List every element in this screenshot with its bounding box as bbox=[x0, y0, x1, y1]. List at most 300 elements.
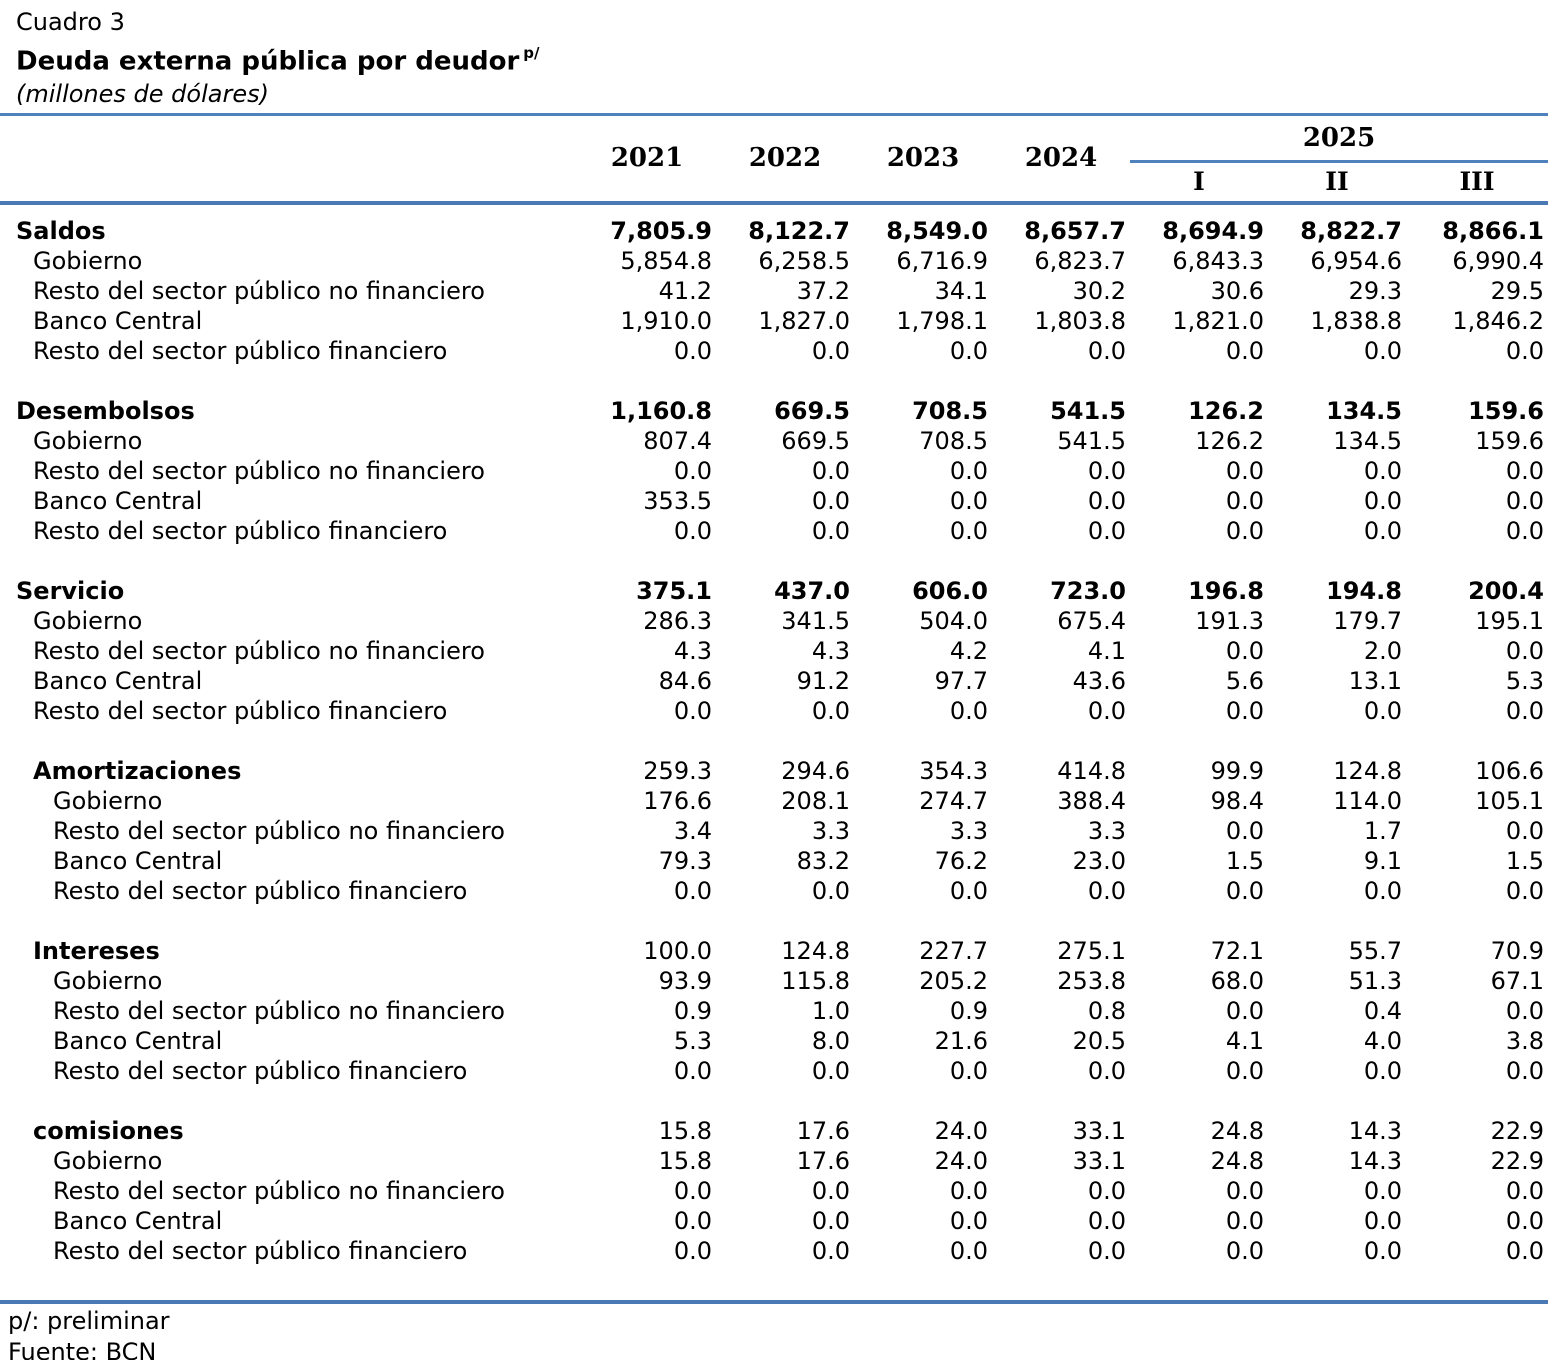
cell-value: 414.8 bbox=[1057, 756, 1126, 785]
table-row bbox=[0, 756, 1548, 786]
table-body bbox=[0, 203, 1548, 1266]
cell-value: 708.5 bbox=[912, 396, 988, 425]
row-label: Resto del sector público no financiero bbox=[33, 276, 485, 305]
cell-value: 51.3 bbox=[1348, 966, 1402, 995]
cell-value: 6,843.3 bbox=[1172, 246, 1264, 275]
table-footer bbox=[0, 1300, 1548, 1360]
cell-value: 0.0 bbox=[1505, 486, 1544, 515]
row-label: Banco Central bbox=[33, 486, 203, 515]
column-header-q2: II bbox=[1268, 161, 1406, 203]
cell-value: 99.9 bbox=[1210, 756, 1264, 785]
cell-value: 124.8 bbox=[1333, 756, 1402, 785]
table-row bbox=[0, 936, 1548, 966]
cell-value: 0.0 bbox=[1363, 486, 1402, 515]
cell-value: 93.9 bbox=[658, 966, 712, 995]
table-number: Cuadro 3 bbox=[16, 8, 125, 36]
label-column-header bbox=[0, 116, 578, 203]
table-row bbox=[0, 636, 1548, 666]
cell-value: 0.0 bbox=[1225, 456, 1264, 485]
cell-value: 4.1 bbox=[1225, 1026, 1264, 1055]
cell-value: 708.5 bbox=[919, 426, 988, 455]
cell-value: 6,258.5 bbox=[758, 246, 850, 275]
cell-value: 97.7 bbox=[934, 666, 988, 695]
cell-value: 2.0 bbox=[1363, 636, 1402, 665]
cell-value: 0.0 bbox=[1505, 1206, 1544, 1235]
cell-value: 0.0 bbox=[1505, 996, 1544, 1025]
row-label: Desembolsos bbox=[16, 396, 195, 425]
cell-value: 159.6 bbox=[1475, 426, 1544, 455]
cell-value: 0.0 bbox=[1087, 1206, 1126, 1235]
cell-value: 3.4 bbox=[673, 816, 712, 845]
row-label: Resto del sector público no financiero bbox=[53, 996, 505, 1025]
cell-value: 8,549.0 bbox=[886, 216, 988, 245]
cell-value: 6,954.6 bbox=[1310, 246, 1402, 275]
preliminary-note-ref: p/ bbox=[523, 44, 540, 62]
cell-value: 353.5 bbox=[643, 486, 712, 515]
cell-value: 0.0 bbox=[1225, 486, 1264, 515]
cell-value: 0.0 bbox=[1363, 1206, 1402, 1235]
cell-value: 0.0 bbox=[1225, 996, 1264, 1025]
cell-value: 807.4 bbox=[643, 426, 712, 455]
row-label: comisiones bbox=[33, 1116, 184, 1145]
cell-value: 15.8 bbox=[658, 1146, 712, 1175]
table-row bbox=[0, 246, 1548, 276]
cell-value: 0.0 bbox=[1363, 336, 1402, 365]
cell-value: 675.4 bbox=[1057, 606, 1126, 635]
cell-value: 5.6 bbox=[1225, 666, 1264, 695]
table-row bbox=[0, 996, 1548, 1026]
section-spacer-cell bbox=[0, 546, 1548, 576]
cell-value: 0.0 bbox=[949, 1206, 988, 1235]
cell-value: 9.1 bbox=[1363, 846, 1402, 875]
cell-value: 0.0 bbox=[1505, 636, 1544, 665]
cell-value: 1.7 bbox=[1363, 816, 1402, 845]
title-block bbox=[0, 6, 1548, 116]
cell-value: 3.3 bbox=[811, 816, 850, 845]
cell-value: 6,990.4 bbox=[1452, 246, 1544, 275]
cell-value: 0.0 bbox=[1087, 876, 1126, 905]
cell-value: 106.6 bbox=[1475, 756, 1544, 785]
cell-value: 437.0 bbox=[774, 576, 850, 605]
row-label: Intereses bbox=[33, 936, 160, 965]
cell-value: 100.0 bbox=[643, 936, 712, 965]
column-header-q3: III bbox=[1406, 161, 1548, 203]
cell-value: 0.0 bbox=[673, 1236, 712, 1265]
table-row bbox=[0, 276, 1548, 306]
cell-value: 0.0 bbox=[1087, 1056, 1126, 1085]
cell-value: 0.4 bbox=[1363, 996, 1402, 1025]
cell-value: 23.0 bbox=[1072, 846, 1126, 875]
table-row bbox=[0, 1236, 1548, 1266]
cell-value: 0.0 bbox=[1505, 696, 1544, 725]
cell-value: 205.2 bbox=[919, 966, 988, 995]
section-spacer bbox=[0, 366, 1548, 396]
cell-value: 13.1 bbox=[1348, 666, 1402, 695]
row-label: Resto del sector público financiero bbox=[33, 336, 448, 365]
table-row bbox=[0, 1176, 1548, 1206]
cell-value: 275.1 bbox=[1057, 936, 1126, 965]
cell-value: 126.2 bbox=[1195, 426, 1264, 455]
cell-value: 6,716.9 bbox=[896, 246, 988, 275]
cell-value: 0.0 bbox=[1087, 516, 1126, 545]
cell-value: 0.0 bbox=[811, 516, 850, 545]
row-label: Gobierno bbox=[53, 1146, 163, 1175]
cell-value: 126.2 bbox=[1188, 396, 1264, 425]
cell-value: 22.9 bbox=[1490, 1116, 1544, 1145]
row-label: Resto del sector público financiero bbox=[33, 696, 448, 725]
cell-value: 0.0 bbox=[1505, 1236, 1544, 1265]
cell-value: 0.0 bbox=[811, 876, 850, 905]
cell-value: 14.3 bbox=[1348, 1146, 1402, 1175]
table-row bbox=[0, 696, 1548, 726]
cell-value: 669.5 bbox=[781, 426, 850, 455]
cell-value: 1,821.0 bbox=[1172, 306, 1264, 335]
cell-value: 274.7 bbox=[919, 786, 988, 815]
section-spacer-cell bbox=[0, 1086, 1548, 1116]
cell-value: 0.0 bbox=[811, 456, 850, 485]
cell-value: 0.0 bbox=[673, 336, 712, 365]
cell-value: 14.3 bbox=[1348, 1116, 1402, 1145]
cell-value: 0.0 bbox=[1225, 336, 1264, 365]
row-label: Gobierno bbox=[53, 786, 163, 815]
cell-value: 7,805.9 bbox=[610, 216, 712, 245]
cell-value: 30.6 bbox=[1210, 276, 1264, 305]
table-row bbox=[0, 666, 1548, 696]
cell-value: 83.2 bbox=[796, 846, 850, 875]
cell-value: 0.0 bbox=[1225, 1206, 1264, 1235]
section-spacer bbox=[0, 726, 1548, 756]
cell-value: 0.0 bbox=[673, 456, 712, 485]
cell-value: 41.2 bbox=[658, 276, 712, 305]
cell-value: 541.5 bbox=[1050, 396, 1126, 425]
cell-value: 67.1 bbox=[1490, 966, 1544, 995]
cell-value: 24.0 bbox=[934, 1116, 988, 1145]
row-label: Resto del sector público financiero bbox=[53, 1236, 468, 1265]
table-row bbox=[0, 576, 1548, 606]
cell-value: 0.0 bbox=[1087, 1176, 1126, 1205]
table-row bbox=[0, 846, 1548, 876]
row-label: Servicio bbox=[16, 576, 125, 605]
table-row bbox=[0, 1056, 1548, 1086]
cell-value: 0.8 bbox=[1087, 996, 1126, 1025]
cell-value: 17.6 bbox=[796, 1116, 850, 1145]
cell-value: 0.0 bbox=[1363, 516, 1402, 545]
row-label: Banco Central bbox=[33, 306, 203, 335]
cell-value: 0.0 bbox=[1363, 1056, 1402, 1085]
cell-value: 195.1 bbox=[1475, 606, 1544, 635]
header-gap bbox=[0, 203, 1548, 216]
cell-value: 1.0 bbox=[811, 996, 850, 1025]
cell-value: 0.9 bbox=[673, 996, 712, 1025]
cell-value: 0.0 bbox=[811, 1056, 850, 1085]
table-header bbox=[0, 116, 1548, 203]
cell-value: 1.5 bbox=[1505, 846, 1544, 875]
row-label: Gobierno bbox=[53, 966, 163, 995]
cell-value: 115.8 bbox=[781, 966, 850, 995]
cell-value: 504.0 bbox=[919, 606, 988, 635]
table-row bbox=[0, 966, 1548, 996]
cell-value: 0.0 bbox=[1505, 1056, 1544, 1085]
cell-value: 21.6 bbox=[934, 1026, 988, 1055]
page-subtitle: (millones de dólares) bbox=[16, 79, 269, 108]
cell-value: 30.2 bbox=[1072, 276, 1126, 305]
cell-value: 134.5 bbox=[1333, 426, 1402, 455]
cell-value: 124.8 bbox=[781, 936, 850, 965]
cell-value: 0.0 bbox=[1225, 1056, 1264, 1085]
cell-value: 91.2 bbox=[796, 666, 850, 695]
cell-value: 0.0 bbox=[1363, 876, 1402, 905]
section-spacer bbox=[0, 906, 1548, 936]
cell-value: 79.3 bbox=[658, 846, 712, 875]
table-row bbox=[0, 876, 1548, 906]
cell-value: 0.0 bbox=[1505, 816, 1544, 845]
table-row bbox=[0, 306, 1548, 336]
cell-value: 1,846.2 bbox=[1452, 306, 1544, 335]
cell-value: 0.0 bbox=[1225, 876, 1264, 905]
section-spacer-cell bbox=[0, 726, 1548, 756]
cell-value: 29.3 bbox=[1348, 276, 1402, 305]
table-row bbox=[0, 486, 1548, 516]
table-row bbox=[0, 336, 1548, 366]
cell-value: 4.3 bbox=[673, 636, 712, 665]
cell-value: 200.4 bbox=[1468, 576, 1544, 605]
cell-value: 24.8 bbox=[1210, 1146, 1264, 1175]
table-row bbox=[0, 786, 1548, 816]
cell-value: 17.6 bbox=[796, 1146, 850, 1175]
cell-value: 37.2 bbox=[796, 276, 850, 305]
cell-value: 0.0 bbox=[949, 336, 988, 365]
cell-value: 1,827.0 bbox=[758, 306, 850, 335]
cell-value: 0.0 bbox=[673, 516, 712, 545]
table-row bbox=[0, 1116, 1548, 1146]
table-row bbox=[0, 216, 1548, 246]
cell-value: 0.0 bbox=[949, 1056, 988, 1085]
debt-table bbox=[0, 116, 1548, 1266]
column-header-2021: 2021 bbox=[578, 116, 716, 203]
row-label: Resto del sector público financiero bbox=[33, 516, 448, 545]
section-spacer-cell bbox=[0, 906, 1548, 936]
row-label: Resto del sector público no financiero bbox=[33, 636, 485, 665]
cell-value: 0.0 bbox=[673, 1176, 712, 1205]
cell-value: 1,910.0 bbox=[620, 306, 712, 335]
cell-value: 8,866.1 bbox=[1442, 216, 1544, 245]
cell-value: 179.7 bbox=[1333, 606, 1402, 635]
cell-value: 72.1 bbox=[1210, 936, 1264, 965]
cell-value: 4.1 bbox=[1087, 636, 1126, 665]
section-spacer-cell bbox=[0, 366, 1548, 396]
cell-value: 1,838.8 bbox=[1310, 306, 1402, 335]
cell-value: 669.5 bbox=[774, 396, 850, 425]
cell-value: 20.5 bbox=[1072, 1026, 1126, 1055]
row-label: Resto del sector público no financiero bbox=[33, 456, 485, 485]
cell-value: 1,803.8 bbox=[1034, 306, 1126, 335]
cell-value: 68.0 bbox=[1210, 966, 1264, 995]
cell-value: 286.3 bbox=[643, 606, 712, 635]
cell-value: 0.0 bbox=[1505, 516, 1544, 545]
table-row bbox=[0, 396, 1548, 426]
cell-value: 5.3 bbox=[673, 1026, 712, 1055]
column-header-2023: 2023 bbox=[854, 116, 992, 203]
table-row bbox=[0, 516, 1548, 546]
table-row bbox=[0, 816, 1548, 846]
cell-value: 0.0 bbox=[1087, 486, 1126, 515]
cell-value: 5,854.8 bbox=[620, 246, 712, 275]
row-label: Resto del sector público financiero bbox=[53, 1056, 468, 1085]
row-label: Banco Central bbox=[53, 1026, 223, 1055]
cell-value: 15.8 bbox=[658, 1116, 712, 1145]
cell-value: 29.5 bbox=[1490, 276, 1544, 305]
row-label: Resto del sector público no financiero bbox=[53, 816, 505, 845]
cell-value: 227.7 bbox=[919, 936, 988, 965]
cell-value: 4.2 bbox=[949, 636, 988, 665]
row-label: Saldos bbox=[16, 216, 106, 245]
cell-value: 3.3 bbox=[1087, 816, 1126, 845]
cell-value: 259.3 bbox=[643, 756, 712, 785]
cell-value: 0.0 bbox=[811, 1176, 850, 1205]
cell-value: 24.0 bbox=[934, 1146, 988, 1175]
cell-value: 0.0 bbox=[1363, 1236, 1402, 1265]
column-header-2022: 2022 bbox=[716, 116, 854, 203]
table-row bbox=[0, 606, 1548, 636]
cell-value: 105.1 bbox=[1475, 786, 1544, 815]
row-label: Gobierno bbox=[33, 606, 143, 635]
cell-value: 0.9 bbox=[949, 996, 988, 1025]
cell-value: 354.3 bbox=[919, 756, 988, 785]
cell-value: 0.0 bbox=[1087, 456, 1126, 485]
row-label: Amortizaciones bbox=[33, 756, 242, 785]
cell-value: 0.0 bbox=[949, 876, 988, 905]
page-title-text: Deuda externa pública por deudor bbox=[16, 46, 520, 77]
column-header-q1: I bbox=[1130, 161, 1268, 203]
cell-value: 341.5 bbox=[781, 606, 850, 635]
column-header-2024: 2024 bbox=[992, 116, 1130, 203]
cell-value: 5.3 bbox=[1505, 666, 1544, 695]
cell-value: 76.2 bbox=[934, 846, 988, 875]
cell-value: 723.0 bbox=[1050, 576, 1126, 605]
cell-value: 0.0 bbox=[673, 1206, 712, 1235]
cell-value: 191.3 bbox=[1195, 606, 1264, 635]
cell-value: 43.6 bbox=[1072, 666, 1126, 695]
cell-value: 375.1 bbox=[636, 576, 712, 605]
cell-value: 84.6 bbox=[658, 666, 712, 695]
header-gap-cell bbox=[0, 203, 1548, 216]
cell-value: 0.0 bbox=[1363, 456, 1402, 485]
cell-value: 8.0 bbox=[811, 1026, 850, 1055]
cell-value: 0.0 bbox=[1225, 696, 1264, 725]
row-label: Resto del sector público no financiero bbox=[53, 1176, 505, 1205]
row-label: Gobierno bbox=[33, 426, 143, 455]
table-row bbox=[0, 1026, 1548, 1056]
cell-value: 0.0 bbox=[673, 876, 712, 905]
cell-value: 194.8 bbox=[1326, 576, 1402, 605]
cell-value: 0.0 bbox=[811, 486, 850, 515]
row-label: Banco Central bbox=[33, 666, 203, 695]
cell-value: 0.0 bbox=[1225, 516, 1264, 545]
cell-value: 0.0 bbox=[673, 1056, 712, 1085]
cell-value: 114.0 bbox=[1333, 786, 1402, 815]
cell-value: 606.0 bbox=[912, 576, 988, 605]
cell-value: 0.0 bbox=[1087, 336, 1126, 365]
cell-value: 34.1 bbox=[934, 276, 988, 305]
cell-value: 0.0 bbox=[1087, 696, 1126, 725]
cell-value: 4.0 bbox=[1363, 1026, 1402, 1055]
cell-value: 0.0 bbox=[949, 1176, 988, 1205]
cell-value: 3.8 bbox=[1505, 1026, 1544, 1055]
section-spacer bbox=[0, 546, 1548, 576]
cell-value: 8,694.9 bbox=[1162, 216, 1264, 245]
cell-value: 176.6 bbox=[643, 786, 712, 815]
cell-value: 0.0 bbox=[949, 1236, 988, 1265]
cell-value: 0.0 bbox=[1363, 696, 1402, 725]
cell-value: 0.0 bbox=[949, 456, 988, 485]
cell-value: 3.3 bbox=[949, 816, 988, 845]
cell-value: 0.0 bbox=[1225, 1176, 1264, 1205]
column-group-2025: 2025 bbox=[1130, 116, 1548, 162]
cell-value: 0.0 bbox=[1505, 876, 1544, 905]
cell-value: 1,160.8 bbox=[610, 396, 712, 425]
cell-value: 33.1 bbox=[1072, 1116, 1126, 1145]
cell-value: 0.0 bbox=[1087, 1236, 1126, 1265]
table-row bbox=[0, 456, 1548, 486]
table-row bbox=[0, 1146, 1548, 1176]
cell-value: 6,823.7 bbox=[1034, 246, 1126, 275]
cell-value: 33.1 bbox=[1072, 1146, 1126, 1175]
table-row bbox=[0, 1206, 1548, 1236]
cell-value: 0.0 bbox=[1225, 1236, 1264, 1265]
header-row-top bbox=[0, 116, 1548, 162]
cell-value: 0.0 bbox=[1225, 636, 1264, 665]
cell-value: 98.4 bbox=[1210, 786, 1264, 815]
cell-value: 0.0 bbox=[1363, 1176, 1402, 1205]
cell-value: 24.8 bbox=[1210, 1116, 1264, 1145]
cell-value: 0.0 bbox=[1505, 1176, 1544, 1205]
cell-value: 0.0 bbox=[811, 1206, 850, 1235]
cell-value: 0.0 bbox=[949, 516, 988, 545]
cell-value: 196.8 bbox=[1188, 576, 1264, 605]
cell-value: 0.0 bbox=[1505, 336, 1544, 365]
footnote-preliminar: p/: preliminar bbox=[8, 1306, 170, 1335]
cell-value: 22.9 bbox=[1490, 1146, 1544, 1175]
cell-value: 541.5 bbox=[1057, 426, 1126, 455]
cell-value: 0.0 bbox=[1505, 456, 1544, 485]
cell-value: 0.0 bbox=[811, 696, 850, 725]
section-spacer bbox=[0, 1086, 1548, 1116]
cell-value: 1,798.1 bbox=[896, 306, 988, 335]
row-label: Banco Central bbox=[53, 1206, 223, 1235]
cell-value: 8,657.7 bbox=[1024, 216, 1126, 245]
row-label: Resto del sector público financiero bbox=[53, 876, 468, 905]
source-note: Fuente: BCN bbox=[8, 1337, 157, 1360]
cell-value: 0.0 bbox=[1225, 816, 1264, 845]
cell-value: 8,822.7 bbox=[1300, 216, 1402, 245]
cell-value: 0.0 bbox=[811, 1236, 850, 1265]
cell-value: 208.1 bbox=[781, 786, 850, 815]
cell-value: 0.0 bbox=[811, 336, 850, 365]
cell-value: 134.5 bbox=[1326, 396, 1402, 425]
cell-value: 294.6 bbox=[781, 756, 850, 785]
cell-value: 0.0 bbox=[673, 696, 712, 725]
table-row bbox=[0, 426, 1548, 456]
cell-value: 388.4 bbox=[1057, 786, 1126, 815]
page-title bbox=[16, 38, 1548, 79]
cell-value: 1.5 bbox=[1225, 846, 1264, 875]
row-label: Banco Central bbox=[53, 846, 223, 875]
cell-value: 8,122.7 bbox=[748, 216, 850, 245]
cell-value: 0.0 bbox=[949, 486, 988, 515]
cell-value: 159.6 bbox=[1468, 396, 1544, 425]
cell-value: 0.0 bbox=[949, 696, 988, 725]
cell-value: 253.8 bbox=[1057, 966, 1126, 995]
